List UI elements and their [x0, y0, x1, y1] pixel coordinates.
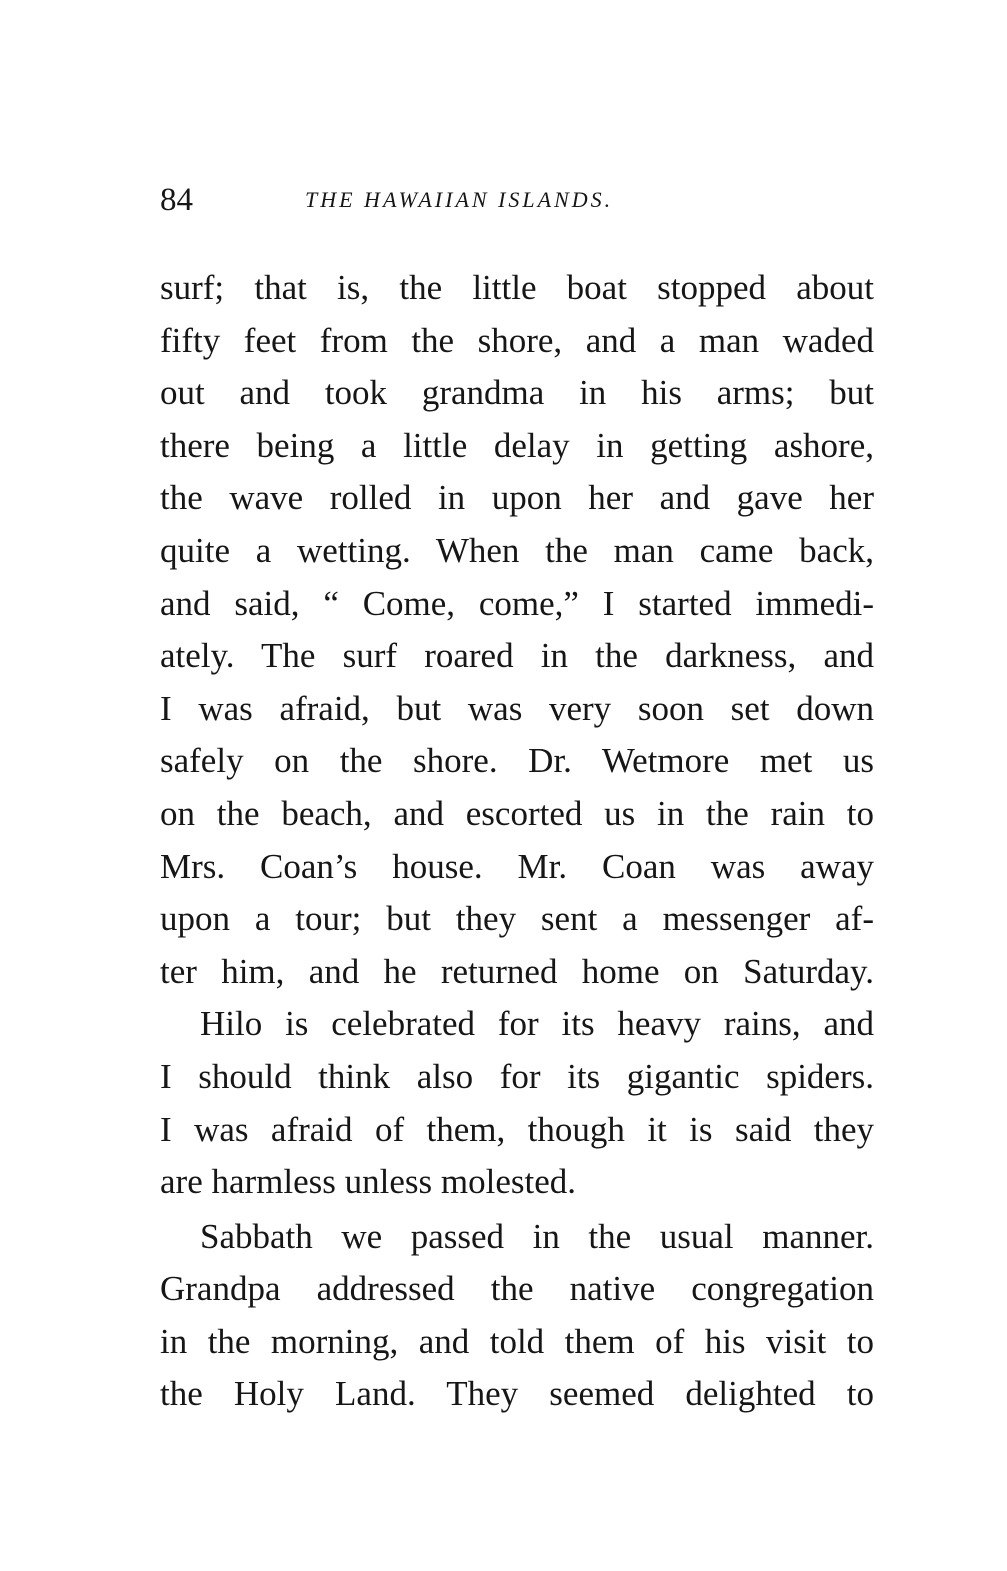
text-line: the wave rolled in upon her and gave her	[160, 478, 874, 518]
text-line: in the morning, and told them of his visit to	[160, 1321, 874, 1361]
paragraph	[160, 262, 874, 998]
text-line: ately. The surf roared in the darkness, and	[160, 636, 874, 676]
text-line: Hilo is celebrated for its heavy rains, and	[200, 1004, 874, 1044]
text-line: fifty feet from the shore, and a man waded	[160, 320, 874, 360]
text-line: Mrs. Coan’s house. Mr. Coan was away	[160, 846, 874, 886]
text-line: and said, “ Come, come,” I started immedi-	[160, 583, 874, 623]
text-line: quite a wetting. When the man came back,	[160, 530, 874, 570]
text-line: ter him, and he returned home on Saturday.	[160, 951, 874, 991]
text-line: I was afraid, but was very soon set down	[160, 688, 874, 728]
paragraph	[160, 998, 874, 1208]
text-line: are harmless unless molested.	[160, 1162, 577, 1202]
text-line: safely on the shore. Dr. Wetmore met us	[160, 741, 874, 781]
text-line: there being a little delay in getting ashore,	[160, 425, 874, 465]
body-text	[160, 262, 874, 1421]
running-title: THE HAWAIIAN ISLANDS.	[305, 187, 614, 212]
text-line: the Holy Land. They seemed delighted to	[160, 1374, 874, 1414]
text-line: I was afraid of them, though it is said they	[160, 1109, 874, 1149]
page-header	[160, 180, 880, 224]
text-line: surf; that is, the little boat stopped about	[160, 268, 874, 307]
text-line: on the beach, and escorted us in the rain to	[160, 793, 874, 833]
text-line: Grandpa addressed the native congregation	[160, 1269, 874, 1309]
text-line: out and took grandma in his arms; but	[160, 373, 874, 413]
text-line: Sabbath we passed in the usual manner.	[200, 1216, 874, 1256]
text-line: I should think also for its gigantic spiders.	[160, 1056, 874, 1096]
page-number: 84	[160, 182, 193, 218]
paragraph	[160, 1211, 874, 1421]
text-line: upon a tour; but they sent a messenger af-	[160, 899, 874, 939]
